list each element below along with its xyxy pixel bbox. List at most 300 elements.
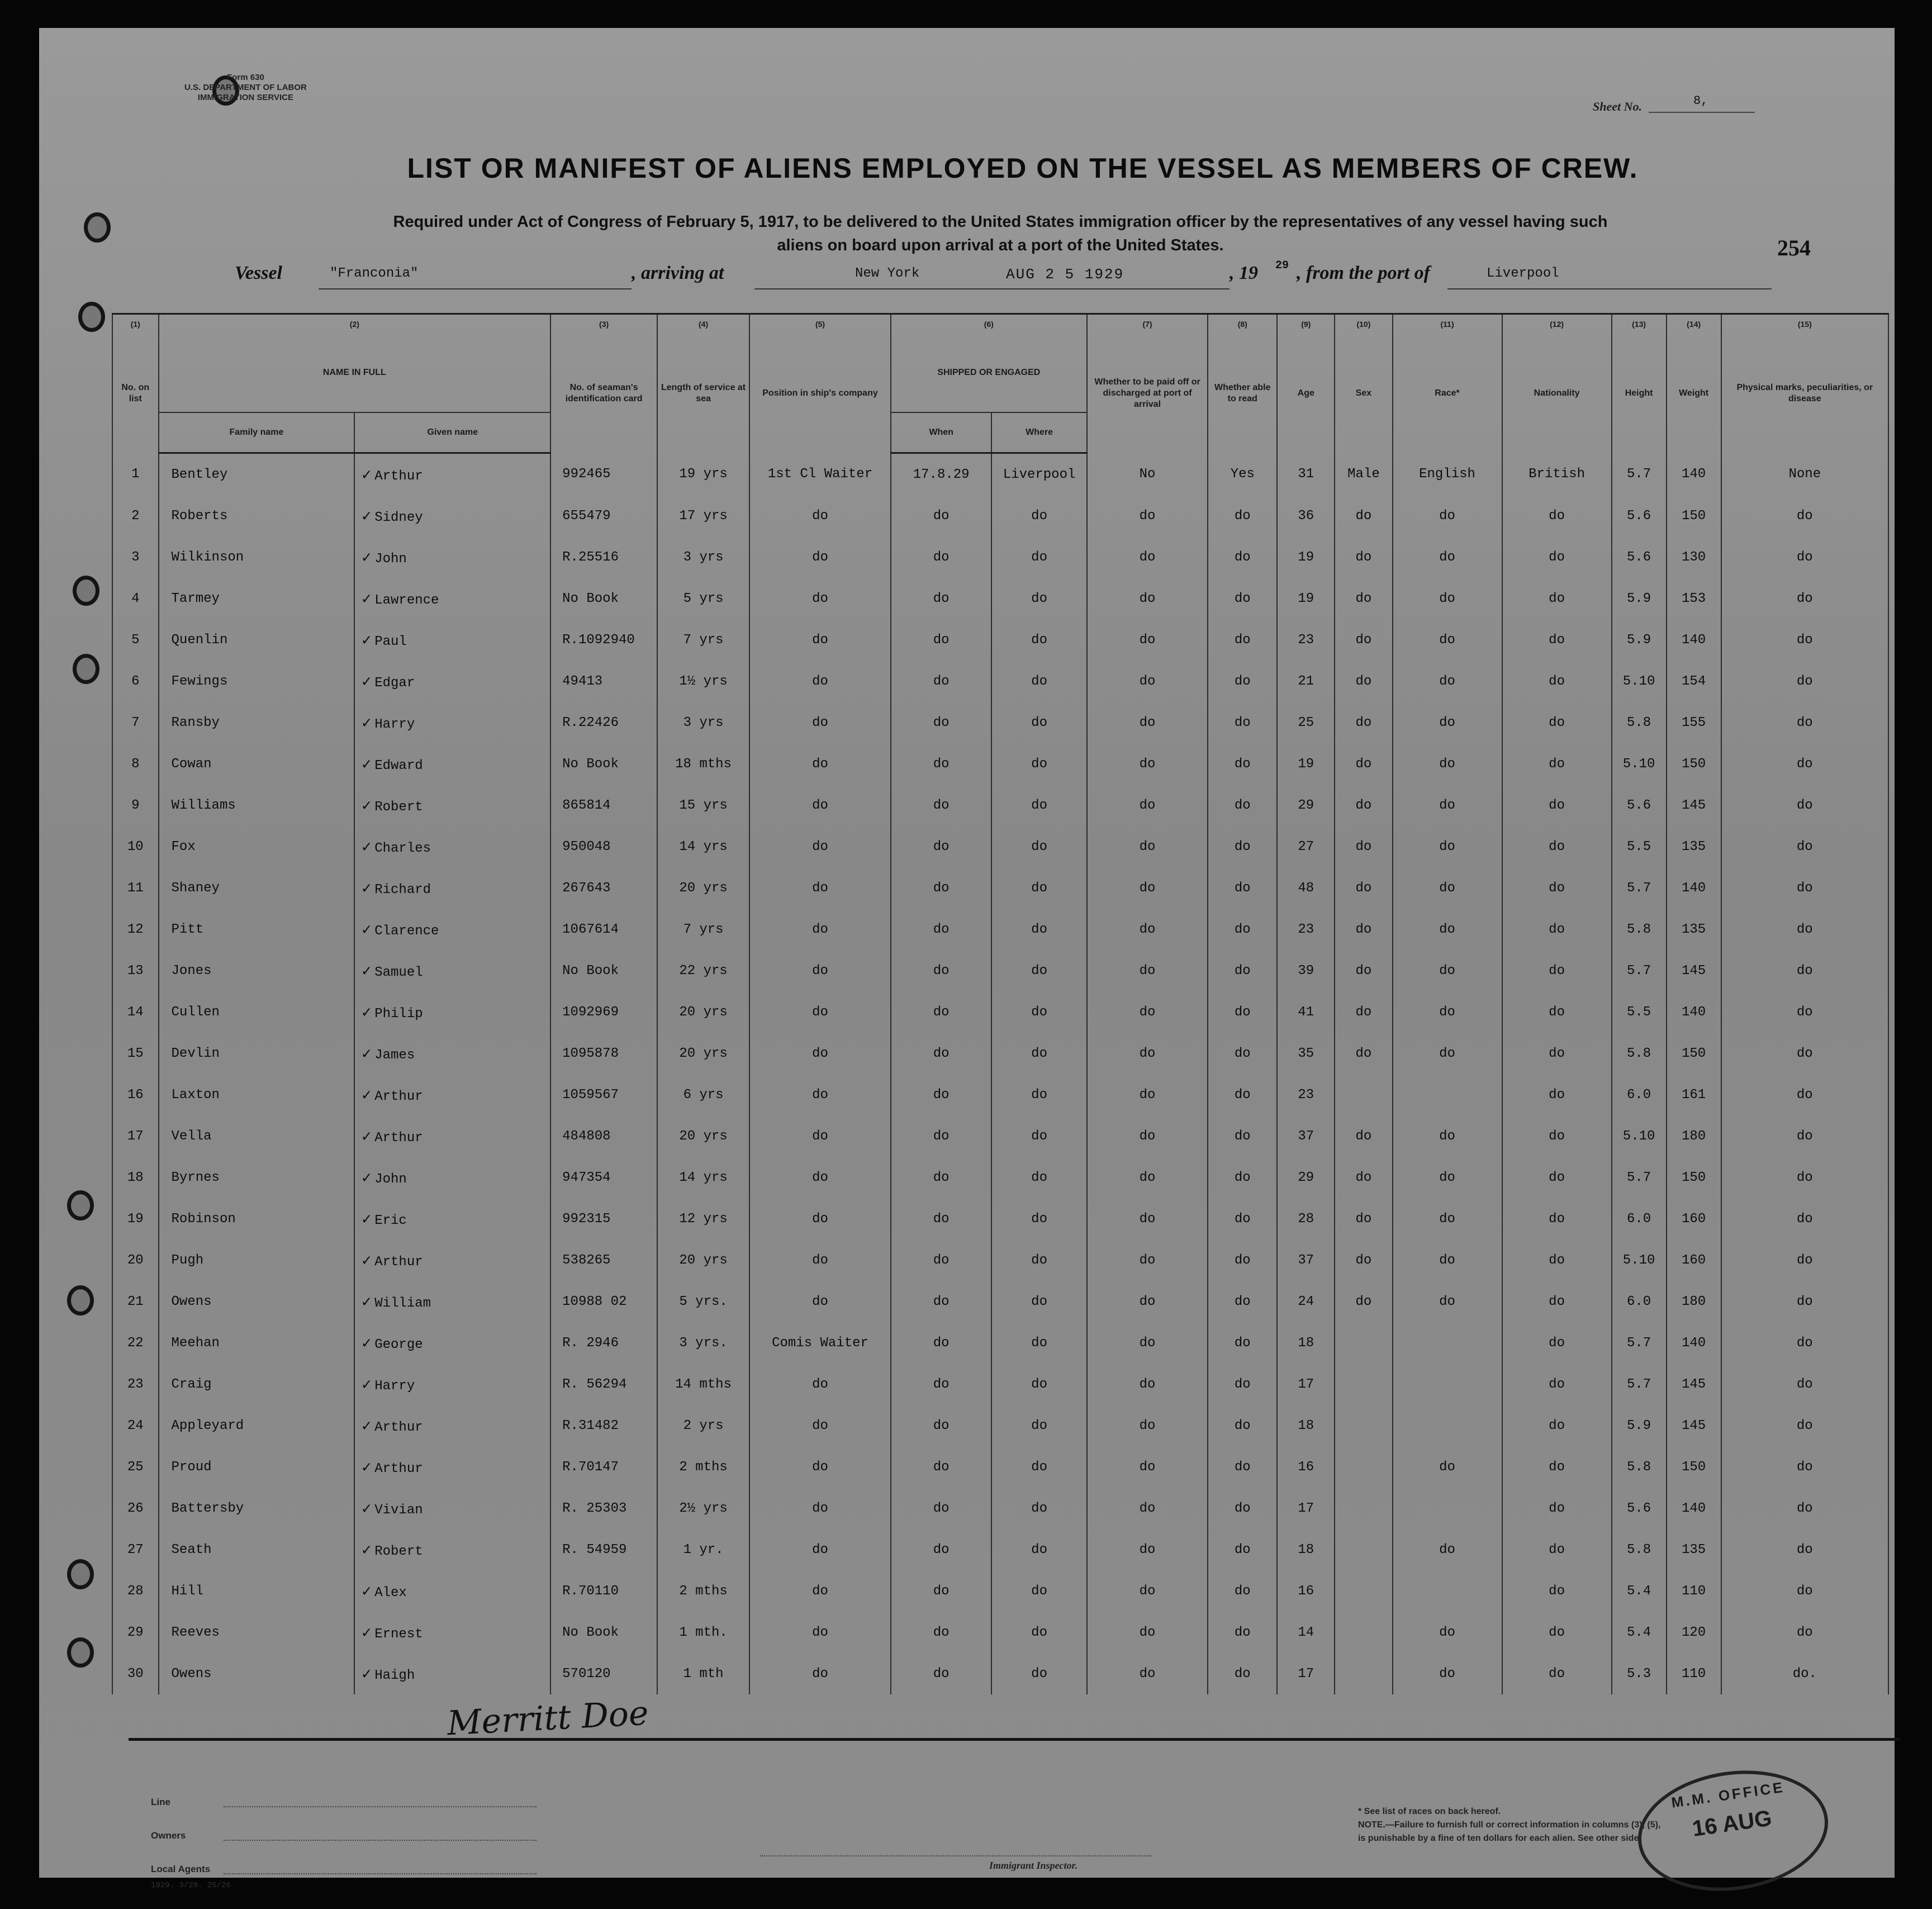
crew-row bbox=[112, 1612, 1888, 1653]
nationality-cell: do bbox=[1502, 1198, 1612, 1240]
nationality-cell: do bbox=[1502, 1322, 1612, 1364]
given-name-cell bbox=[354, 1115, 550, 1157]
given-name-cell bbox=[354, 1446, 550, 1488]
service-length-cell: 20 yrs bbox=[657, 867, 749, 909]
service-length-cell: 2 mths bbox=[657, 1570, 749, 1612]
weight-cell: 140 bbox=[1667, 453, 1721, 496]
row-number-cell: 17 bbox=[112, 1115, 159, 1157]
header-sex: Sex bbox=[1335, 334, 1392, 453]
age-cell: 31 bbox=[1277, 453, 1335, 496]
age-cell: 18 bbox=[1277, 1405, 1335, 1446]
crew-row bbox=[112, 495, 1888, 536]
manifest-sheet bbox=[39, 28, 1895, 1890]
shipped-where-cell: do bbox=[991, 1033, 1086, 1074]
sex-cell: do bbox=[1335, 1281, 1392, 1322]
able-to-read-cell: do bbox=[1208, 1446, 1277, 1488]
sex-cell bbox=[1335, 1529, 1392, 1570]
physical-marks-cell: do bbox=[1721, 1198, 1888, 1240]
id-card-cell: No Book bbox=[550, 950, 657, 991]
shipped-where-cell: do bbox=[991, 1281, 1086, 1322]
physical-marks-cell: do bbox=[1721, 1529, 1888, 1570]
row-number-cell: 4 bbox=[112, 578, 159, 619]
given-name-text: Harry bbox=[374, 1378, 415, 1394]
paid-off-cell: do bbox=[1087, 1653, 1208, 1694]
header-height: Height bbox=[1612, 334, 1667, 453]
punch-hole bbox=[67, 1190, 94, 1221]
colnum: (9) bbox=[1277, 314, 1335, 334]
shipped-when-cell: do bbox=[891, 1281, 992, 1322]
master-signature: Merritt Doe bbox=[446, 1693, 650, 1744]
age-cell: 28 bbox=[1277, 1198, 1335, 1240]
position-cell: do bbox=[749, 1529, 891, 1570]
given-name-cell bbox=[354, 1488, 550, 1529]
position-cell: do bbox=[749, 867, 891, 909]
given-name-cell bbox=[354, 1405, 550, 1446]
age-cell: 48 bbox=[1277, 867, 1335, 909]
position-cell: do bbox=[749, 991, 891, 1033]
paid-off-cell: No bbox=[1087, 453, 1208, 496]
header-position: Position in ship's company bbox=[749, 334, 891, 453]
family-name-cell: Wilkinson bbox=[159, 536, 355, 578]
from-port-rule bbox=[1447, 288, 1772, 289]
given-name-cell bbox=[354, 1653, 550, 1694]
physical-marks-cell: do bbox=[1721, 785, 1888, 826]
race-cell bbox=[1393, 1488, 1502, 1529]
crew-row bbox=[112, 1157, 1888, 1198]
shipped-where-cell: do bbox=[991, 1198, 1086, 1240]
given-name-text: Arthur bbox=[374, 1254, 423, 1270]
given-name-text: John bbox=[374, 551, 407, 567]
check-mark-icon: ✓ bbox=[362, 1252, 372, 1270]
crew-row bbox=[112, 1198, 1888, 1240]
age-cell: 29 bbox=[1277, 1157, 1335, 1198]
height-cell: 5.6 bbox=[1612, 536, 1667, 578]
race-cell: do bbox=[1393, 702, 1502, 743]
nationality-cell: do bbox=[1502, 1115, 1612, 1157]
family-name-cell: Seath bbox=[159, 1529, 355, 1570]
position-cell: do bbox=[749, 1074, 891, 1115]
header-given-name: Given name bbox=[354, 412, 550, 453]
height-cell: 5.6 bbox=[1612, 785, 1667, 826]
service-length-cell: 1½ yrs bbox=[657, 661, 749, 702]
id-card-cell: 947354 bbox=[550, 1157, 657, 1198]
shipped-when-cell: do bbox=[891, 1529, 992, 1570]
position-cell: do bbox=[749, 909, 891, 950]
header-id-card: No. of seaman's identification card bbox=[550, 334, 657, 453]
race-cell: do bbox=[1393, 991, 1502, 1033]
paid-off-cell: do bbox=[1087, 578, 1208, 619]
service-length-cell: 14 yrs bbox=[657, 826, 749, 867]
service-length-cell: 20 yrs bbox=[657, 991, 749, 1033]
crew-row bbox=[112, 991, 1888, 1033]
able-to-read-cell: do bbox=[1208, 1281, 1277, 1322]
shipped-when-cell: do bbox=[891, 1115, 992, 1157]
height-cell: 5.7 bbox=[1612, 1322, 1667, 1364]
given-name-cell bbox=[354, 578, 550, 619]
able-to-read-cell: do bbox=[1208, 1115, 1277, 1157]
height-cell: 5.6 bbox=[1612, 495, 1667, 536]
physical-marks-cell: do bbox=[1721, 661, 1888, 702]
weight-cell: 145 bbox=[1667, 950, 1721, 991]
punch-hole bbox=[73, 576, 99, 606]
crew-row bbox=[112, 453, 1888, 496]
race-cell: do bbox=[1393, 867, 1502, 909]
vessel-line bbox=[235, 259, 1772, 296]
row-number-cell: 20 bbox=[112, 1240, 159, 1281]
shipped-when-cell: do bbox=[891, 661, 992, 702]
weight-cell: 150 bbox=[1667, 1446, 1721, 1488]
physical-marks-cell: do bbox=[1721, 743, 1888, 785]
able-to-read-cell: do bbox=[1208, 1033, 1277, 1074]
age-cell: 16 bbox=[1277, 1570, 1335, 1612]
shipped-when-cell: do bbox=[891, 867, 992, 909]
colnum: (5) bbox=[749, 314, 891, 334]
given-name-text: Harry bbox=[374, 716, 415, 732]
nationality-cell: do bbox=[1502, 950, 1612, 991]
position-cell: do bbox=[749, 743, 891, 785]
race-cell: do bbox=[1393, 1446, 1502, 1488]
able-to-read-cell: do bbox=[1208, 1322, 1277, 1364]
given-name-cell bbox=[354, 453, 550, 496]
physical-marks-cell: do bbox=[1721, 1157, 1888, 1198]
crew-row bbox=[112, 1322, 1888, 1364]
physical-marks-cell: do bbox=[1721, 495, 1888, 536]
crew-row bbox=[112, 743, 1888, 785]
shipped-when-cell: do bbox=[891, 1033, 992, 1074]
check-mark-icon: ✓ bbox=[362, 963, 372, 981]
service-length-cell: 17 yrs bbox=[657, 495, 749, 536]
check-mark-icon: ✓ bbox=[362, 1004, 372, 1022]
shipped-where-cell: do bbox=[991, 826, 1086, 867]
able-to-read-cell: do bbox=[1208, 702, 1277, 743]
nationality-cell: do bbox=[1502, 1529, 1612, 1570]
family-name-cell: Tarmey bbox=[159, 578, 355, 619]
arriving-port: New York bbox=[855, 266, 920, 281]
nationality-cell: do bbox=[1502, 536, 1612, 578]
able-to-read-cell: do bbox=[1208, 1157, 1277, 1198]
crew-row bbox=[112, 1281, 1888, 1322]
vessel-label: Vessel bbox=[235, 263, 282, 283]
row-number-cell: 24 bbox=[112, 1405, 159, 1446]
shipped-when-cell: do bbox=[891, 991, 992, 1033]
paid-off-cell: do bbox=[1087, 991, 1208, 1033]
service-length-cell: 2 yrs bbox=[657, 1405, 749, 1446]
position-cell: do bbox=[749, 1115, 891, 1157]
nationality-cell: do bbox=[1502, 1612, 1612, 1653]
nationality-cell: do bbox=[1502, 785, 1612, 826]
header-family-name: Family name bbox=[159, 412, 355, 453]
row-number-cell: 10 bbox=[112, 826, 159, 867]
given-name-cell bbox=[354, 867, 550, 909]
given-name-cell bbox=[354, 702, 550, 743]
sex-cell: do bbox=[1335, 1157, 1392, 1198]
shipped-when-cell: do bbox=[891, 1198, 992, 1240]
service-length-cell: 15 yrs bbox=[657, 785, 749, 826]
check-mark-icon: ✓ bbox=[362, 797, 372, 815]
given-name-cell bbox=[354, 1074, 550, 1115]
family-name-cell: Craig bbox=[159, 1364, 355, 1405]
given-name-text: Paul bbox=[374, 634, 407, 649]
height-cell: 5.8 bbox=[1612, 1033, 1667, 1074]
physical-marks-cell: do bbox=[1721, 1322, 1888, 1364]
able-to-read-cell: do bbox=[1208, 1529, 1277, 1570]
check-mark-icon: ✓ bbox=[362, 922, 372, 939]
crew-row bbox=[112, 1653, 1888, 1694]
row-number-cell: 30 bbox=[112, 1653, 159, 1694]
shipped-when-cell: do bbox=[891, 1074, 992, 1115]
nationality-cell: do bbox=[1502, 1074, 1612, 1115]
paid-off-cell: do bbox=[1087, 909, 1208, 950]
given-name-text: Richard bbox=[374, 882, 431, 897]
weight-cell: 160 bbox=[1667, 1240, 1721, 1281]
page-title: LIST OR MANIFEST OF ALIENS EMPLOYED ON THE VESSEL AS MEMBERS OF CREW. bbox=[407, 153, 1639, 184]
position-cell: do bbox=[749, 1405, 891, 1446]
shipped-when-cell: do bbox=[891, 826, 992, 867]
given-name-cell bbox=[354, 1570, 550, 1612]
note-fine: is punishable by a fine of ten dollars for each alien. See other side. bbox=[1358, 1834, 1641, 1843]
age-cell: 23 bbox=[1277, 1074, 1335, 1115]
id-card-cell: 1059567 bbox=[550, 1074, 657, 1115]
paid-off-cell: do bbox=[1087, 1033, 1208, 1074]
check-mark-icon: ✓ bbox=[362, 715, 372, 733]
shipped-where-cell: do bbox=[991, 1612, 1086, 1653]
physical-marks-cell: do bbox=[1721, 1446, 1888, 1488]
sex-cell: do bbox=[1335, 909, 1392, 950]
weight-cell: 153 bbox=[1667, 578, 1721, 619]
row-number-cell: 13 bbox=[112, 950, 159, 991]
given-name-cell bbox=[354, 909, 550, 950]
paid-off-cell: do bbox=[1087, 702, 1208, 743]
check-mark-icon: ✓ bbox=[362, 880, 372, 898]
shipped-where-cell: do bbox=[991, 619, 1086, 661]
paid-off-cell: do bbox=[1087, 661, 1208, 702]
physical-marks-cell: do bbox=[1721, 991, 1888, 1033]
nationality-cell: do bbox=[1502, 1240, 1612, 1281]
given-name-cell bbox=[354, 991, 550, 1033]
race-cell: do bbox=[1393, 578, 1502, 619]
given-name-cell bbox=[354, 619, 550, 661]
able-to-read-cell: do bbox=[1208, 578, 1277, 619]
given-name-text: James bbox=[374, 1047, 415, 1063]
weight-cell: 154 bbox=[1667, 661, 1721, 702]
family-name-cell: Shaney bbox=[159, 867, 355, 909]
sex-cell: do bbox=[1335, 1240, 1392, 1281]
age-cell: 17 bbox=[1277, 1364, 1335, 1405]
race-cell: do bbox=[1393, 1240, 1502, 1281]
service-length-cell: 12 yrs bbox=[657, 1198, 749, 1240]
id-card-cell: 10988 02 bbox=[550, 1281, 657, 1322]
id-card-cell: 538265 bbox=[550, 1240, 657, 1281]
height-cell: 5.7 bbox=[1612, 453, 1667, 496]
paid-off-cell: do bbox=[1087, 743, 1208, 785]
able-to-read-cell: do bbox=[1208, 661, 1277, 702]
shipped-when-cell: do bbox=[891, 909, 992, 950]
row-number-cell: 9 bbox=[112, 785, 159, 826]
nationality-cell: do bbox=[1502, 1157, 1612, 1198]
age-cell: 14 bbox=[1277, 1612, 1335, 1653]
paid-off-cell: do bbox=[1087, 950, 1208, 991]
family-name-cell: Hill bbox=[159, 1570, 355, 1612]
position-cell: do bbox=[749, 1240, 891, 1281]
paid-off-cell: do bbox=[1087, 1612, 1208, 1653]
check-mark-icon: ✓ bbox=[362, 1211, 372, 1229]
height-cell: 5.3 bbox=[1612, 1653, 1667, 1694]
given-name-text: Arthur bbox=[374, 1089, 423, 1104]
given-name-text: Ernest bbox=[374, 1626, 423, 1642]
sex-cell: do bbox=[1335, 785, 1392, 826]
department-name: U.S. DEPARTMENT OF LABOR bbox=[184, 83, 307, 92]
page-stamp-number: 254 bbox=[1777, 235, 1811, 260]
age-cell: 41 bbox=[1277, 991, 1335, 1033]
position-cell: do bbox=[749, 495, 891, 536]
shipped-when-cell: do bbox=[891, 1653, 992, 1694]
colnum: (14) bbox=[1667, 314, 1721, 334]
row-number-cell: 27 bbox=[112, 1529, 159, 1570]
given-name-text: Vivian bbox=[374, 1502, 423, 1518]
row-number-cell: 15 bbox=[112, 1033, 159, 1074]
able-to-read-cell: do bbox=[1208, 1074, 1277, 1115]
physical-marks-cell: do bbox=[1721, 950, 1888, 991]
crew-row bbox=[112, 578, 1888, 619]
arrival-date-stamp: AUG 2 5 1929 bbox=[1006, 266, 1124, 283]
given-name-cell bbox=[354, 1612, 550, 1653]
header-paid-off: Whether to be paid off or discharged at port of arrival bbox=[1087, 334, 1208, 453]
id-card-cell: 1095878 bbox=[550, 1033, 657, 1074]
header-weight: Weight bbox=[1667, 334, 1721, 453]
vessel-rule bbox=[319, 288, 632, 289]
shipped-when-cell: 17.8.29 bbox=[891, 453, 992, 496]
sex-cell: Male bbox=[1335, 453, 1392, 496]
given-name-cell bbox=[354, 1322, 550, 1364]
crew-row bbox=[112, 1446, 1888, 1488]
sex-cell bbox=[1335, 1446, 1392, 1488]
family-name-cell: Fewings bbox=[159, 661, 355, 702]
shipped-when-cell: do bbox=[891, 785, 992, 826]
race-cell: do bbox=[1393, 536, 1502, 578]
age-cell: 23 bbox=[1277, 909, 1335, 950]
given-name-text: Robert bbox=[374, 1544, 423, 1559]
crew-row bbox=[112, 867, 1888, 909]
weight-cell: 150 bbox=[1667, 743, 1721, 785]
sex-cell bbox=[1335, 1074, 1392, 1115]
check-mark-icon: ✓ bbox=[362, 1583, 372, 1601]
crew-row bbox=[112, 950, 1888, 991]
check-mark-icon: ✓ bbox=[362, 1542, 372, 1560]
able-to-read-cell: do bbox=[1208, 619, 1277, 661]
sheet-number-value: 8, bbox=[1693, 94, 1708, 108]
check-mark-icon: ✓ bbox=[362, 839, 372, 857]
physical-marks-cell: do bbox=[1721, 1240, 1888, 1281]
height-cell: 5.6 bbox=[1612, 1488, 1667, 1529]
shipped-where-cell: do bbox=[991, 1240, 1086, 1281]
given-name-text: Philip bbox=[374, 1006, 423, 1022]
column-number-row bbox=[112, 314, 1888, 334]
able-to-read-cell: do bbox=[1208, 1653, 1277, 1694]
nationality-cell: do bbox=[1502, 991, 1612, 1033]
position-cell: do bbox=[749, 1446, 891, 1488]
crew-row bbox=[112, 1570, 1888, 1612]
family-name-cell: Battersby bbox=[159, 1488, 355, 1529]
sex-cell: do bbox=[1335, 1115, 1392, 1157]
weight-cell: 150 bbox=[1667, 1157, 1721, 1198]
shipped-where-cell: do bbox=[991, 1074, 1086, 1115]
family-name-cell: Pitt bbox=[159, 909, 355, 950]
position-cell: do bbox=[749, 578, 891, 619]
given-name-text: William bbox=[374, 1295, 431, 1311]
age-cell: 18 bbox=[1277, 1529, 1335, 1570]
physical-marks-cell: do bbox=[1721, 1488, 1888, 1529]
age-cell: 16 bbox=[1277, 1446, 1335, 1488]
signature-rule bbox=[129, 1738, 1900, 1741]
nationality-cell: do bbox=[1502, 1281, 1612, 1322]
age-cell: 21 bbox=[1277, 661, 1335, 702]
shipped-when-cell: do bbox=[891, 1240, 992, 1281]
able-to-read-cell: do bbox=[1208, 1198, 1277, 1240]
position-cell: do bbox=[749, 1157, 891, 1198]
paid-off-cell: do bbox=[1087, 1115, 1208, 1157]
id-card-cell: R.31482 bbox=[550, 1405, 657, 1446]
height-cell: 5.8 bbox=[1612, 702, 1667, 743]
nationality-cell: do bbox=[1502, 1446, 1612, 1488]
given-name-cell bbox=[354, 661, 550, 702]
race-cell bbox=[1393, 1322, 1502, 1364]
colnum: (7) bbox=[1087, 314, 1208, 334]
shipped-where-cell: do bbox=[991, 536, 1086, 578]
nationality-cell: do bbox=[1502, 743, 1612, 785]
given-name-cell bbox=[354, 743, 550, 785]
colnum: (15) bbox=[1721, 314, 1888, 334]
header-no-on-list: No. on list bbox=[112, 334, 159, 453]
age-cell: 17 bbox=[1277, 1653, 1335, 1694]
service-length-cell: 1 mth bbox=[657, 1653, 749, 1694]
height-cell: 5.7 bbox=[1612, 950, 1667, 991]
physical-marks-cell: do bbox=[1721, 1115, 1888, 1157]
crew-rows bbox=[112, 453, 1888, 1695]
local-agents-label: Local Agents bbox=[151, 1864, 211, 1874]
row-number-cell: 12 bbox=[112, 909, 159, 950]
family-name-cell: Proud bbox=[159, 1446, 355, 1488]
row-number-cell: 14 bbox=[112, 991, 159, 1033]
service-length-cell: 7 yrs bbox=[657, 909, 749, 950]
inspector-label: Immigrant Inspector. bbox=[989, 1860, 1078, 1871]
sex-cell: do bbox=[1335, 702, 1392, 743]
service-length-cell: 5 yrs bbox=[657, 578, 749, 619]
check-mark-icon: ✓ bbox=[362, 508, 372, 526]
nationality-cell: do bbox=[1502, 578, 1612, 619]
position-cell: do bbox=[749, 1364, 891, 1405]
family-name-cell: Laxton bbox=[159, 1074, 355, 1115]
id-card-cell: 950048 bbox=[550, 826, 657, 867]
position-cell: do bbox=[749, 1653, 891, 1694]
colnum: (3) bbox=[550, 314, 657, 334]
shipped-where-cell: do bbox=[991, 950, 1086, 991]
local-agents-rule bbox=[224, 1873, 537, 1874]
family-name-cell: Robinson bbox=[159, 1198, 355, 1240]
race-cell: do bbox=[1393, 1281, 1502, 1322]
crew-row bbox=[112, 1529, 1888, 1570]
able-to-read-cell: do bbox=[1208, 867, 1277, 909]
weight-cell: 110 bbox=[1667, 1570, 1721, 1612]
sex-cell: do bbox=[1335, 743, 1392, 785]
crew-row bbox=[112, 661, 1888, 702]
colnum: (4) bbox=[657, 314, 749, 334]
crew-row bbox=[112, 826, 1888, 867]
colnum: (10) bbox=[1335, 314, 1392, 334]
shipped-when-cell: do bbox=[891, 619, 992, 661]
family-name-cell: Owens bbox=[159, 1281, 355, 1322]
sex-cell bbox=[1335, 1653, 1392, 1694]
owners-rule bbox=[224, 1840, 537, 1841]
